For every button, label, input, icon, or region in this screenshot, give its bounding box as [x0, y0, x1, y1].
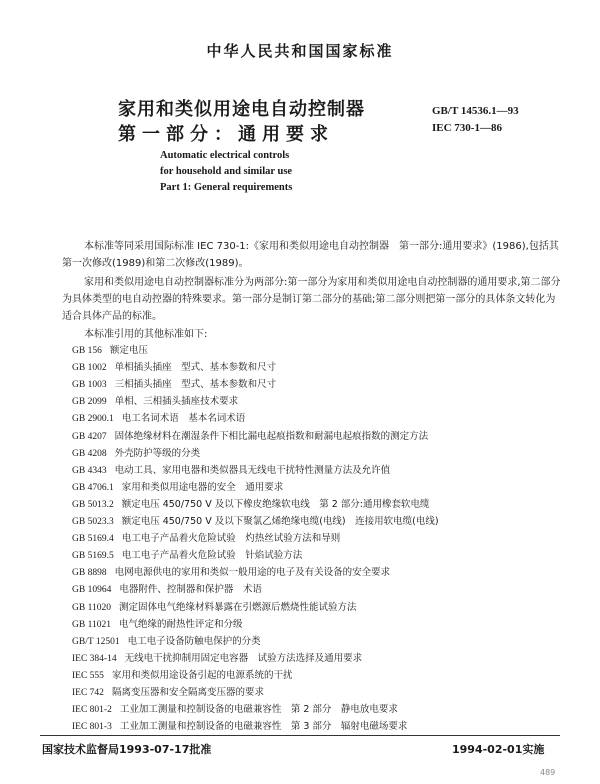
reference-title: 电网电源供电的家用和类似一般用途的电子及有关设备的安全要求 [114, 567, 391, 579]
reference-title: 单相、三相插头插座技术要求 [114, 396, 239, 408]
reference-code: GB 4706.1 [72, 482, 114, 493]
reference-item [72, 514, 439, 530]
reference-title: 电工名词术语 基本名词术语 [121, 413, 246, 425]
reference-code: GB 5023.3 [72, 517, 114, 527]
reference-item [72, 565, 390, 581]
reference-item [72, 685, 264, 701]
paragraph-adoption-text: 本标准等同采用国际标准 IEC 730-1:《家用和类似用途电自动控制器 第一部分:通用要求》(1986),包括其第一次修改(1989)和第二次修改(1989)。 [62, 241, 559, 269]
reference-item [72, 463, 390, 479]
paragraph-structure [62, 274, 562, 325]
reference-item [72, 446, 200, 462]
reference-code: GB 4208 [72, 448, 107, 459]
reference-code: GB 2900.1 [72, 414, 114, 425]
reference-item [72, 651, 362, 667]
reference-item [72, 429, 428, 445]
footer-divider [40, 735, 560, 736]
title-english-line3: Part 1: General requirements [160, 182, 293, 193]
reference-item [72, 548, 302, 564]
reference-title: 电动工具、家用电器和类似器具无线电干扰特性测量方法及允许值 [114, 464, 391, 476]
reference-title: 电工电子设备防触电保护的分类 [127, 635, 261, 647]
title-chinese-line1: 家用和类似用途电自动控制器 [118, 99, 365, 120]
reference-code: GB 5013.2 [72, 499, 114, 510]
paragraph-references-intro [62, 326, 562, 343]
reference-code: GB 4207 [72, 431, 107, 442]
reference-code: IEC 801-2 [72, 705, 112, 716]
reference-title: 额定电压 [109, 345, 148, 356]
implementation-date: 1994-02-01实施 [452, 743, 545, 756]
title-english-line2: for household and similar use [160, 166, 293, 177]
page-number: 489 [540, 768, 556, 777]
reference-code: GB 1002 [72, 363, 107, 374]
reference-code: GB 11021 [72, 619, 111, 630]
reference-item [72, 600, 357, 616]
reference-code: GB 4343 [72, 465, 107, 476]
reference-code: GB 2099 [72, 397, 107, 408]
reference-title: 固体绝缘材料在潮湿条件下相比漏电起痕指数和耐漏电起痕指数的测定方法 [114, 430, 429, 442]
reference-item [72, 582, 262, 598]
standard-code-gb: GB/T 14536.1—93 [432, 105, 519, 117]
paragraph-references-intro-text: 本标准引用的其他标准如下: [84, 329, 208, 340]
reference-title: 电工电子产品着火危险试验 灼热丝试验方法和导则 [121, 533, 341, 545]
reference-code: IEC 801-3 [72, 722, 112, 733]
paragraph-adoption [62, 238, 562, 272]
reference-code: GB 8898 [72, 568, 107, 579]
reference-code: IEC 384-14 [72, 653, 117, 664]
reference-item [72, 531, 340, 547]
reference-item [72, 719, 407, 735]
reference-code: GB 1003 [72, 380, 107, 391]
reference-title: 三相插头插座 型式、基本参数和尺寸 [114, 379, 277, 391]
reference-title: 单相插头插座 型式、基本参数和尺寸 [114, 362, 277, 374]
reference-item [72, 634, 261, 650]
reference-title: 额定电压 450/750 V 及以下聚氯乙烯绝缘电缆(电线) 连接用软电缆(电线) [121, 516, 439, 527]
reference-title: 家用和类似用途电器的安全 通用要求 [121, 481, 284, 493]
reference-title: 测定固体电气绝缘材料暴露在引燃源后燃烧性能试验方法 [118, 601, 357, 613]
reference-item [72, 394, 238, 410]
reference-item [72, 377, 276, 393]
title-chinese-line2: 第一部分：通用要求 [118, 124, 334, 145]
standard-code-iec: IEC 730-1—86 [432, 122, 502, 134]
reference-code: GB 156 [72, 346, 102, 356]
title-english-line1: Automatic electrical controls [160, 150, 290, 161]
reference-item [72, 343, 148, 359]
reference-title: 工业加工测量和控制设备的电磁兼容性 第 2 部分 静电放电要求 [119, 704, 398, 716]
reference-code: GB 5169.4 [72, 534, 114, 545]
reference-code: GB 11020 [72, 602, 111, 613]
reference-item [72, 497, 430, 513]
reference-code: IEC 742 [72, 688, 104, 698]
reference-title: 电工电子产品着火危险试验 针焰试验方法 [121, 550, 303, 562]
reference-title: 隔离变压器和安全隔离变压器的要求 [111, 687, 264, 698]
reference-code: GB/T 12501 [72, 636, 120, 647]
reference-item [72, 668, 292, 684]
reference-title: 无线电干扰抑制用固定电容器 试验方法选择及通用要求 [124, 652, 363, 664]
reference-code: GB 10964 [72, 585, 112, 596]
approval-date: 国家技术监督局1993-07-17批准 [42, 743, 212, 756]
reference-item [72, 617, 243, 633]
reference-title: 电气绝缘的耐热性评定和分级 [118, 618, 243, 630]
reference-item [72, 480, 283, 496]
reference-item [72, 702, 398, 718]
paragraph-structure-text: 家用和类似用途电自动控制器标准分为两部分:第一部分为家用和类似用途电自动控制器的通用要求,第二部分为具体类型的电自动控器的特殊要求。第一部分是制订第二部分的基础;第二部分则把第一部分的具体条文转化为适合具体产品的标准。 [62, 277, 561, 322]
reference-code: IEC 555 [72, 670, 104, 681]
reference-title: 工业加工测量和控制设备的电磁兼容性 第 3 部分 辐射电磁场要求 [119, 721, 408, 733]
reference-title: 电器附件、控制器和保护器 术语 [119, 584, 262, 596]
reference-code: GB 5169.5 [72, 551, 114, 562]
reference-title: 额定电压 450/750 V 及以下橡皮绝缘软电线 第 2 部分:通用橡套软电缆 [121, 498, 430, 510]
reference-item [72, 360, 276, 376]
issuing-body-header: 中华人民共和国国家标准 [206, 42, 394, 60]
reference-title: 外壳防护等级的分类 [114, 447, 201, 459]
reference-item [72, 411, 245, 427]
reference-title: 家用和类似用途设备引起的电源系统的干扰 [111, 669, 293, 681]
